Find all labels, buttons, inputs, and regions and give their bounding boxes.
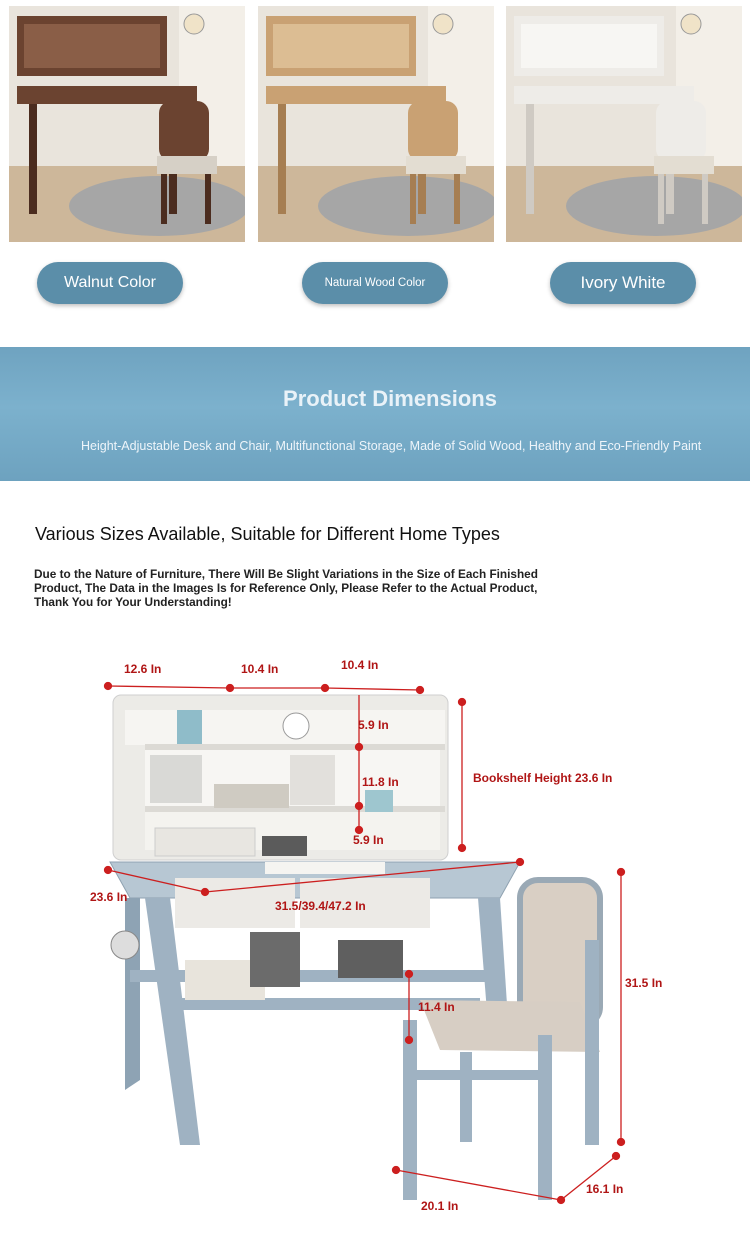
- seat-height-label: 11.4 In: [418, 1000, 455, 1014]
- desk-depth-label: 23.6 In: [90, 890, 128, 904]
- chair-width-label: 20.1 In: [421, 1199, 459, 1213]
- top-left-width-label: 12.6 In: [124, 662, 162, 676]
- natural-wood-color-button[interactable]: [302, 262, 448, 304]
- disclaimer-text: Due to the Nature of Furniture, There Will Be Slight Variations in the Size of Each Finished Product, The Data in the Images Is for Reference Only, Please Refer to the Actual Product, Thank You for Your Understanding!: [34, 567, 538, 609]
- chair-depth-label: 16.1 In: [586, 1182, 624, 1196]
- ivory-white-color-button[interactable]: [550, 262, 696, 304]
- dimensions-banner: [0, 347, 750, 481]
- walnut-color-button[interactable]: [37, 262, 183, 304]
- top-shelf-height-label: 5.9 In: [358, 718, 389, 732]
- top-middle-width-label: 10.4 In: [241, 662, 279, 676]
- dimension-diagram: [0, 640, 750, 1251]
- desk-width-label: 31.5/39.4/47.2 In: [275, 899, 366, 913]
- section-title: Various Sizes Available, Suitable for Different Home Types: [35, 524, 500, 544]
- lower-shelf-height-label: 5.9 In: [353, 833, 384, 847]
- natural-wood-product-photo: [258, 6, 494, 242]
- ivory-white-color-label: Ivory White: [580, 273, 666, 292]
- chair-height-label: 31.5 In: [625, 976, 663, 990]
- banner-title: Product Dimensions: [283, 386, 497, 411]
- bookshelf-height-label: Bookshelf Height 23.6 In: [473, 771, 613, 785]
- top-right-width-label: 10.4 In: [341, 658, 379, 672]
- natural-wood-color-label: Natural Wood Color: [324, 277, 426, 289]
- walnut-color-label: Walnut Color: [64, 274, 156, 291]
- walnut-product-photo: [9, 6, 245, 242]
- middle-shelf-height-label: 11.8 In: [362, 775, 399, 789]
- ivory-white-product-photo: [506, 6, 742, 242]
- banner-subtitle: Height-Adjustable Desk and Chair, Multifunctional Storage, Made of Solid Wood, Healthy and Eco-Friendly Paint: [81, 439, 702, 453]
